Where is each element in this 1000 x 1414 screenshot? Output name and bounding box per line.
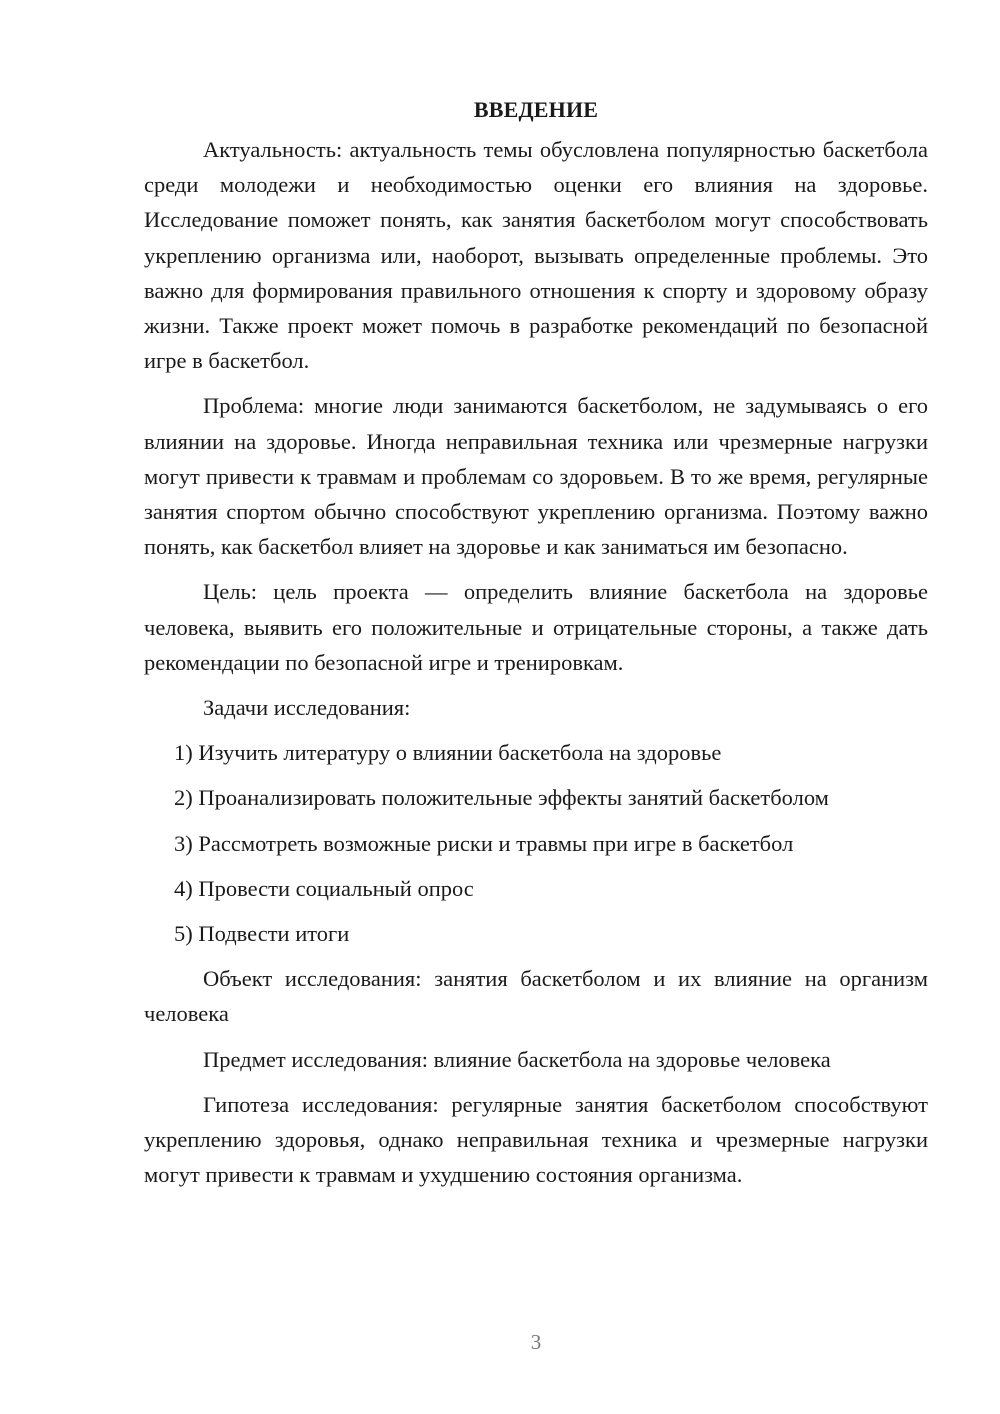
document-heading: ВВЕДЕНИЕ	[473, 97, 599, 122]
task-item: 5) Подвести итоги	[174, 921, 350, 947]
task-item: 2) Проанализировать положительные эффекты занятий баскетболом	[174, 785, 829, 811]
hypothesis-paragraph: Гипотеза исследования: регулярные занятия баскетболом способствуют укреплению здоровья, однако неправильная техника и чрезмерные нагрузки могут привести к травмам и ухудшению состояния организма.	[144, 1091, 928, 1188]
subject-paragraph: Предмет исследования: влияние баскетбола на здоровье человека	[203, 1046, 831, 1072]
tasks-header: Задачи исследования:	[203, 695, 411, 721]
relevance-paragraph: Актуальность: актуальность темы обусловлена популярностью баскетбола среди молодежи и необходимостью оценки его влияния на здоровье. Исследование поможет понять, как занятия баскетболом могут способствовать укреплению организма или, наоборот, вызывать определенные проблемы. Это важно для формирования правильного отношения к спорту и здоровому образу жизни. Также проект может помочь в разработке рекомендаций по безопасной игре в баскетбол.	[144, 137, 928, 374]
page-number: 3	[530, 1330, 542, 1354]
object-paragraph: Объект исследования: занятия баскетболом и их влияние на организм человека	[144, 966, 928, 1027]
task-item: 1) Изучить литературу о влиянии баскетбола на здоровье	[174, 740, 722, 766]
document-page	[144, 92, 928, 1202]
task-item: 3) Рассмотреть возможные риски и травмы при игре в баскетбол	[174, 830, 794, 856]
tasks-list	[144, 735, 928, 951]
task-item: 4) Провести социальный опрос	[174, 875, 474, 901]
goal-paragraph: Цель: цель проекта — определить влияние баскетбола на здоровье человека, выявить его положительные и отрицательные стороны, а также дать рекомендации по безопасной игре и тренировкам.	[144, 579, 928, 675]
problem-paragraph: Проблема: многие люди занимаются баскетболом, не задумываясь о его влиянии на здоровье. Иногда неправильная техника или чрезмерные нагрузки могут привести к травмам и проблемам со здоровьем. В то же время, регулярные занятия спортом обычно способствуют укреплению организма. Поэтому важно понять, как баскетбол влияет на здоровье и как заниматься им безопасно.	[144, 393, 928, 560]
